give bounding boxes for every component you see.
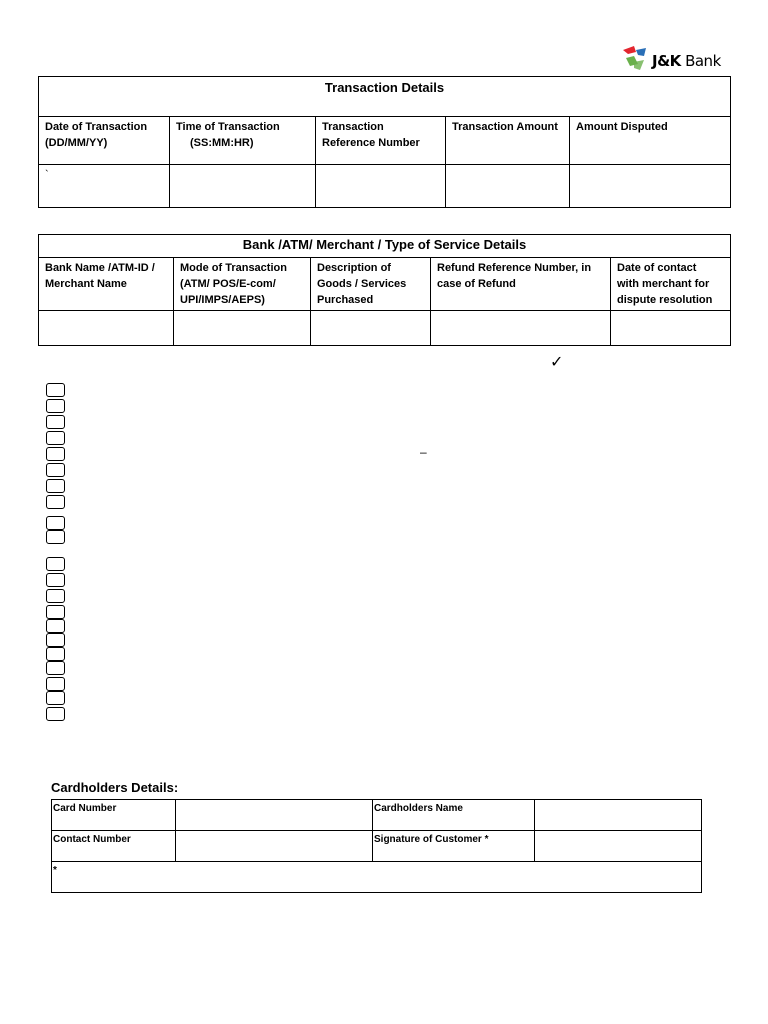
card-number-input-cell[interactable] bbox=[176, 800, 373, 831]
checkbox[interactable] bbox=[46, 605, 65, 619]
contact-number-label: Contact Number bbox=[52, 831, 176, 862]
bank-emblem-icon bbox=[620, 44, 650, 74]
checkbox[interactable] bbox=[46, 495, 65, 509]
checkbox[interactable] bbox=[46, 589, 65, 603]
transaction-details-title: Transaction Details bbox=[39, 77, 731, 117]
checkbox[interactable] bbox=[46, 399, 65, 413]
col-date-of-transaction: Date of Transaction (DD/MM/YY) bbox=[39, 117, 170, 165]
card-number-label: Card Number bbox=[52, 800, 176, 831]
amount-input-cell[interactable] bbox=[446, 165, 570, 208]
checkbox[interactable] bbox=[46, 415, 65, 429]
bank-name-text: J&K Bank bbox=[652, 52, 721, 70]
service-details-title: Bank /ATM/ Merchant / Type of Service Details bbox=[39, 235, 731, 258]
checkbox[interactable] bbox=[46, 677, 65, 691]
refund-input-cell[interactable] bbox=[431, 311, 611, 346]
col-amount-disputed: Amount Disputed bbox=[570, 117, 731, 165]
cardholders-name-label: Cardholders Name bbox=[373, 800, 535, 831]
checkbox[interactable] bbox=[46, 463, 65, 477]
checkbox[interactable] bbox=[46, 633, 65, 647]
disputed-input-cell[interactable] bbox=[570, 165, 731, 208]
contact-number-input-cell[interactable] bbox=[176, 831, 373, 862]
checkbox[interactable] bbox=[46, 447, 65, 461]
transaction-details-table bbox=[38, 76, 731, 208]
cardholders-details-table bbox=[51, 799, 702, 893]
service-details-table bbox=[38, 234, 731, 346]
col-transaction-amount: Transaction Amount bbox=[446, 117, 570, 165]
reference-input-cell[interactable] bbox=[316, 165, 446, 208]
signature-input-cell[interactable] bbox=[535, 831, 702, 862]
checkbox[interactable] bbox=[46, 573, 65, 587]
col-refund-reference: Refund Reference Number, in case of Refund bbox=[431, 258, 611, 311]
mode-input-cell[interactable] bbox=[174, 311, 311, 346]
checkbox[interactable] bbox=[46, 431, 65, 445]
date-input-cell[interactable]: ` bbox=[39, 165, 170, 208]
signature-label: Signature of Customer * bbox=[373, 831, 535, 862]
contact-date-input-cell[interactable] bbox=[611, 311, 731, 346]
check-mark: ✓ bbox=[550, 352, 564, 371]
checkbox[interactable] bbox=[46, 479, 65, 493]
time-input-cell[interactable] bbox=[170, 165, 316, 208]
checkbox[interactable] bbox=[46, 647, 65, 661]
checkbox[interactable] bbox=[46, 383, 65, 397]
checkbox[interactable] bbox=[46, 530, 65, 544]
description-input-cell[interactable] bbox=[311, 311, 431, 346]
footnote-cell: * bbox=[52, 862, 702, 893]
checkbox[interactable] bbox=[46, 661, 65, 675]
col-time-of-transaction: Time of Transaction (SS:MM:HR) bbox=[170, 117, 316, 165]
dash-mark: – bbox=[420, 445, 427, 459]
col-bank-name: Bank Name /ATM-ID / Merchant Name bbox=[39, 258, 174, 311]
checkbox[interactable] bbox=[46, 619, 65, 633]
checkbox[interactable] bbox=[46, 691, 65, 705]
cardholders-name-input-cell[interactable] bbox=[535, 800, 702, 831]
col-date-of-contact: Date of contact with merchant for dispute resolution bbox=[611, 258, 731, 311]
col-description: Description of Goods / Services Purchased bbox=[311, 258, 431, 311]
cardholders-details-title: Cardholders Details: bbox=[51, 780, 179, 795]
checkbox[interactable] bbox=[46, 516, 65, 530]
col-mode-of-transaction: Mode of Transaction (ATM/ POS/E-com/ UPI/IMPS/AEPS) bbox=[174, 258, 311, 311]
checkbox[interactable] bbox=[46, 707, 65, 721]
jk-bank-logo bbox=[620, 42, 730, 76]
col-transaction-reference: Transaction Reference Number bbox=[316, 117, 446, 165]
checkbox[interactable] bbox=[46, 557, 65, 571]
bank-name-input-cell[interactable] bbox=[39, 311, 174, 346]
